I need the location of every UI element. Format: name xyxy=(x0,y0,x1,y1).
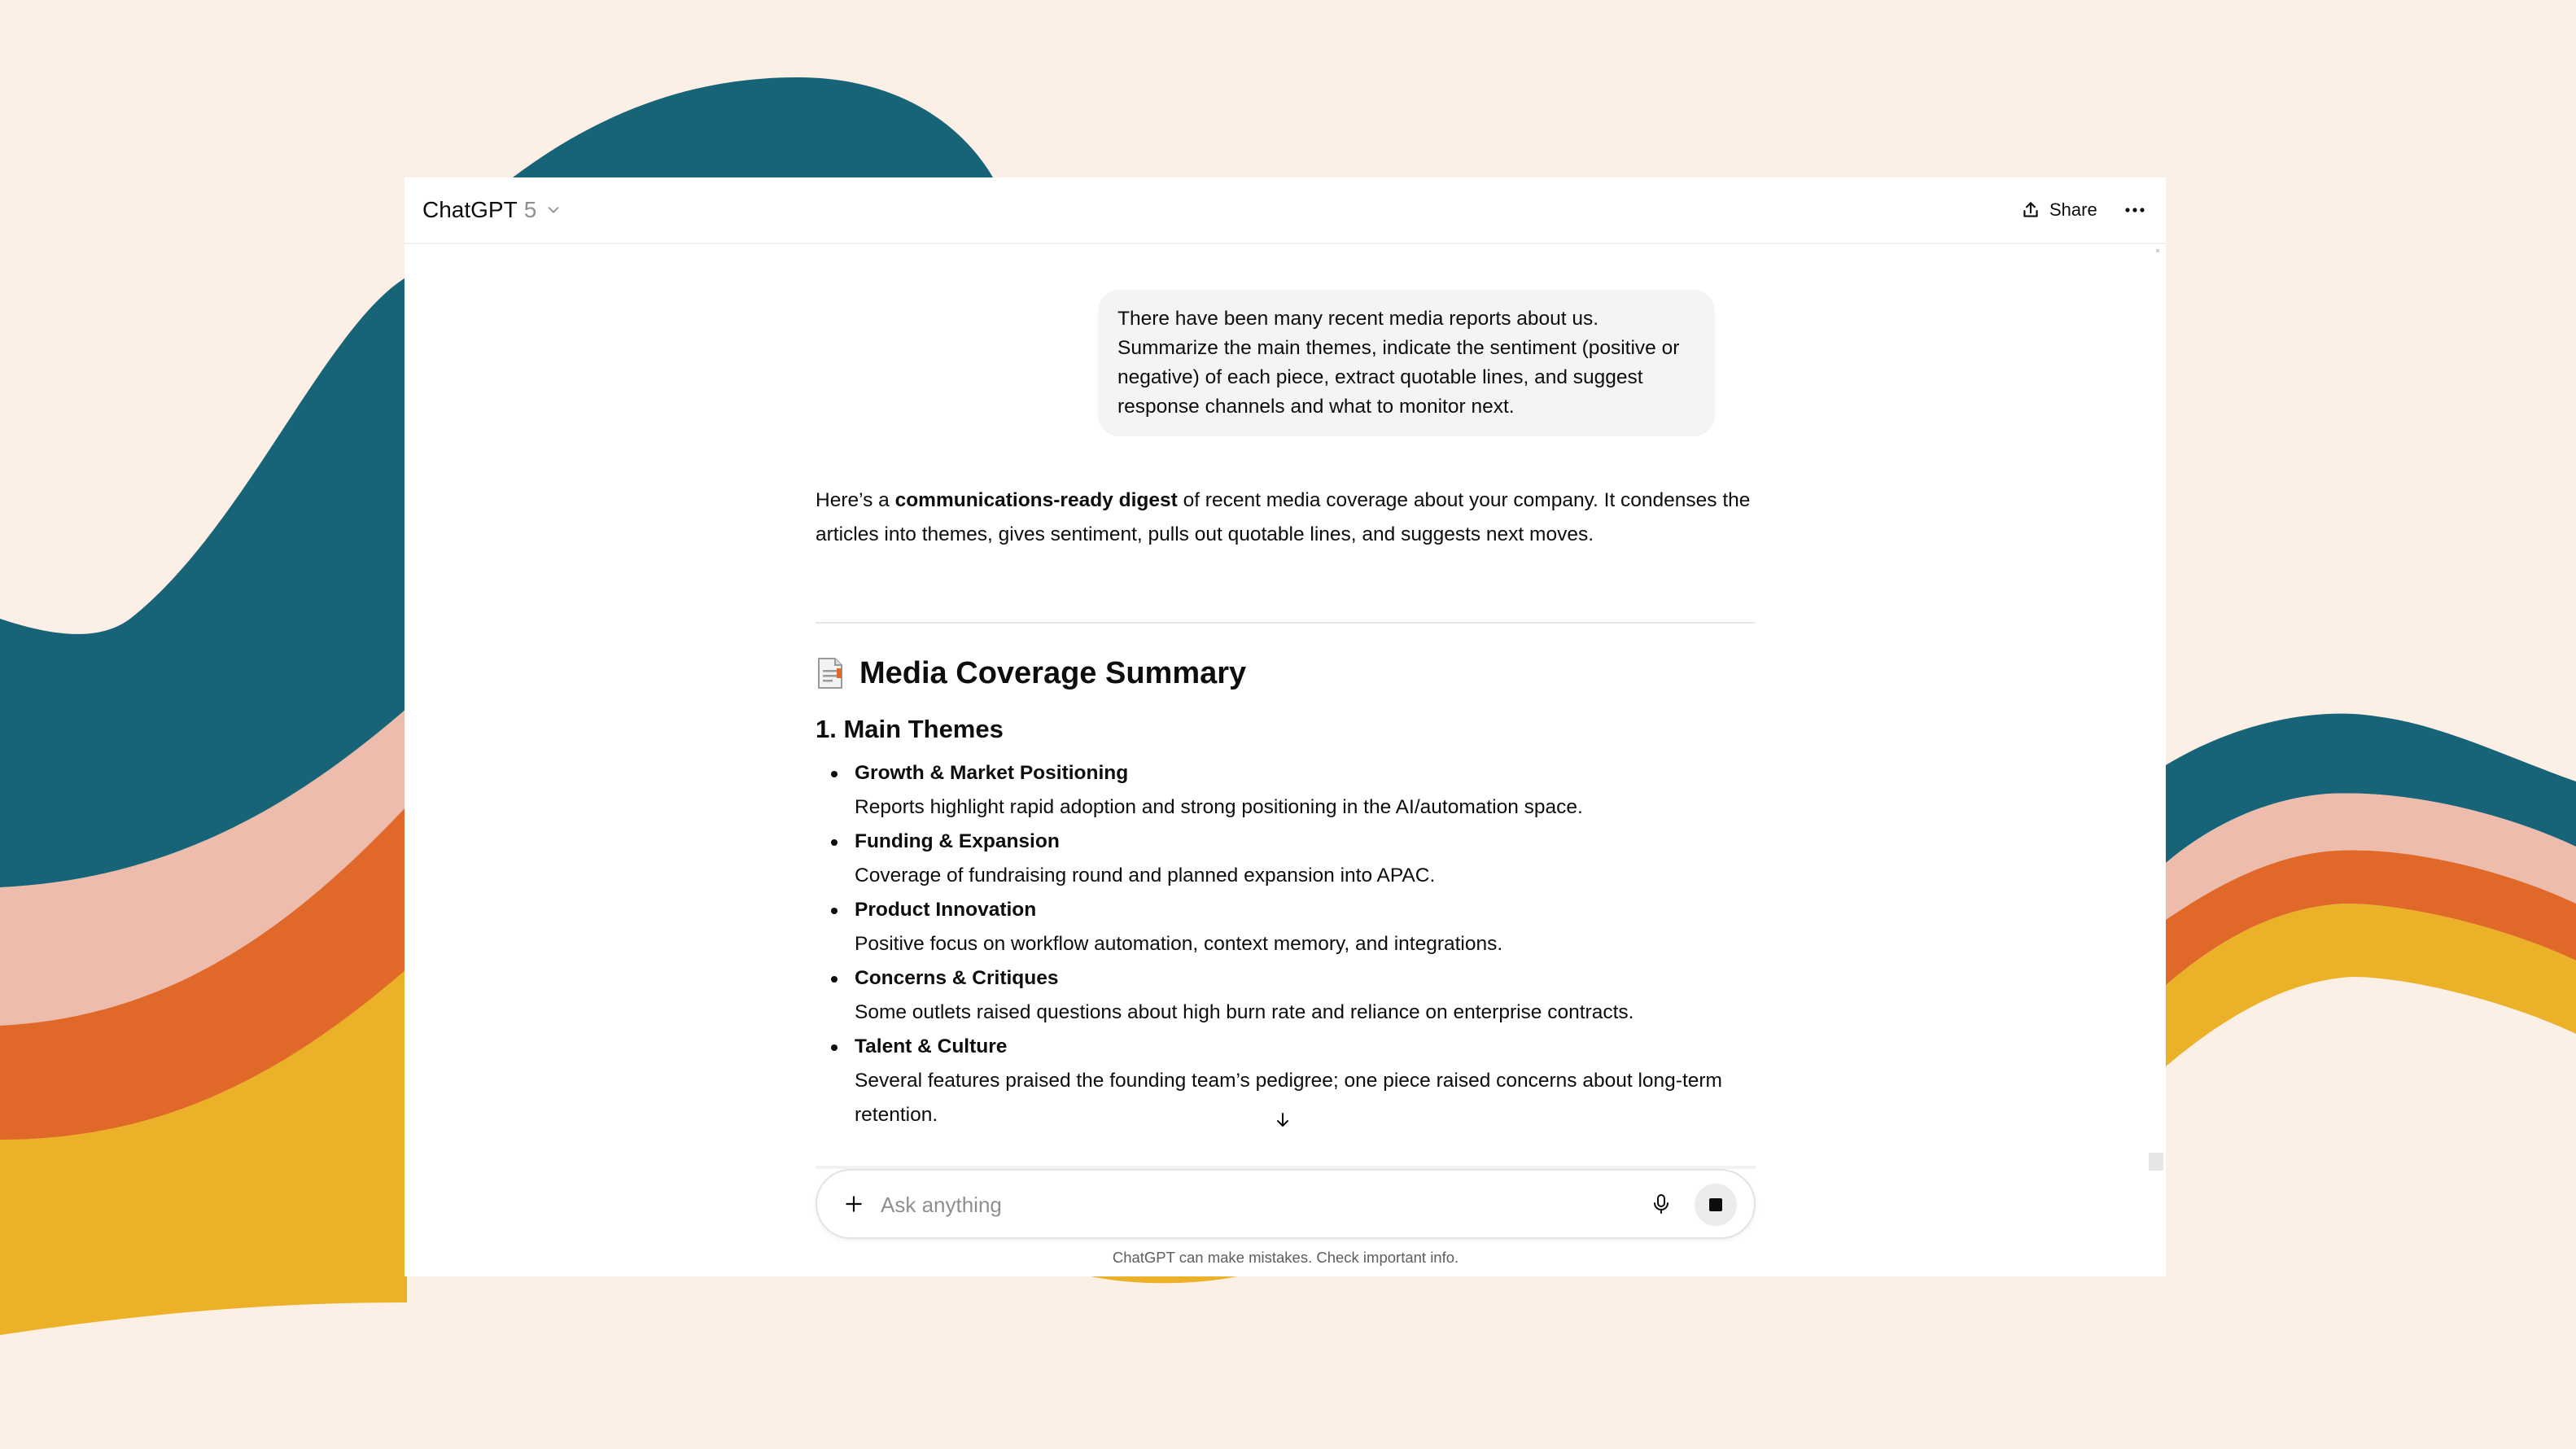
scroll-to-bottom-button[interactable] xyxy=(1265,1102,1301,1138)
wave-teal-top xyxy=(513,77,993,177)
model-name: ChatGPT xyxy=(422,197,518,222)
stop-button[interactable] xyxy=(1695,1184,1737,1226)
user-message-text: There have been many recent media reports about us. Summarize the main themes, indicate the sentiment (positive or negative) of each piece, extract quotable lines, and suggest response channels and what to monitor next. xyxy=(1117,308,1680,418)
top-bar xyxy=(405,177,2166,244)
section-heading xyxy=(816,653,1246,694)
wave-yellow-bottom xyxy=(1091,1276,1237,1283)
theme-body: Several features praised the founding team’s pedigree; one piece raised concerns about long-term retention. xyxy=(855,1070,1722,1126)
themes-list xyxy=(816,756,1756,1132)
assistant-intro xyxy=(816,484,1756,552)
list-item xyxy=(816,961,1756,1030)
plus-icon xyxy=(843,1193,864,1215)
theme-title: Funding & Expansion xyxy=(855,830,1060,852)
share-button[interactable] xyxy=(2020,194,2097,226)
intro-bold: communications-ready digest xyxy=(894,489,1178,511)
theme-body: Some outlets raised questions about high burn rate and reliance on enterprise contracts. xyxy=(855,1001,1634,1023)
theme-title: Product Innovation xyxy=(855,899,1037,921)
list-item xyxy=(816,756,1756,825)
share-label: Share xyxy=(2049,199,2097,220)
scrollbar-thumb[interactable] xyxy=(2149,1153,2163,1171)
section-title: Media Coverage Summary xyxy=(859,655,1247,690)
intro-prefix: Here’s a xyxy=(816,489,895,511)
attach-button[interactable] xyxy=(837,1187,871,1221)
subsection-heading: 1. Main Themes xyxy=(816,715,1004,743)
composer xyxy=(816,1169,1756,1239)
chat-window xyxy=(405,177,2166,1276)
stop-icon xyxy=(1709,1198,1722,1211)
document-emoji-icon xyxy=(816,657,845,689)
intro-suffix: of recent media coverage about your company. It condenses the articles into themes, gives sentiment, pulls out quotable lines, and suggests next moves. xyxy=(816,489,1751,545)
disclaimer-text: ChatGPT can make mistakes. Check important info. xyxy=(1112,1249,1459,1266)
theme-title: Talent & Culture xyxy=(855,1035,1008,1057)
theme-body: Positive focus on workflow automation, context memory, and integrations. xyxy=(855,933,1503,955)
list-item xyxy=(816,825,1756,893)
theme-body: Coverage of fundraising round and planned expansion into APAC. xyxy=(855,865,1436,886)
model-version: 5 xyxy=(523,197,537,222)
model-picker[interactable] xyxy=(422,194,561,226)
list-item xyxy=(816,893,1756,961)
share-icon xyxy=(2020,199,2041,221)
section-divider xyxy=(816,622,1756,624)
scrollbar-top xyxy=(2156,249,2159,252)
more-horizontal-icon xyxy=(2124,207,2145,213)
dictate-button[interactable] xyxy=(1644,1187,1678,1221)
theme-body: Reports highlight rapid adoption and strong positioning in the AI/automation space. xyxy=(855,796,1583,818)
arrow-down-icon xyxy=(1273,1110,1292,1130)
chevron-down-icon xyxy=(546,203,561,217)
more-options-button[interactable] xyxy=(2120,195,2150,225)
theme-title: Concerns & Critiques xyxy=(855,967,1059,989)
microphone-icon xyxy=(1651,1193,1671,1215)
user-message-bubble xyxy=(1098,290,1715,436)
prompt-input[interactable] xyxy=(879,1187,1599,1223)
theme-title: Growth & Market Positioning xyxy=(855,762,1129,784)
